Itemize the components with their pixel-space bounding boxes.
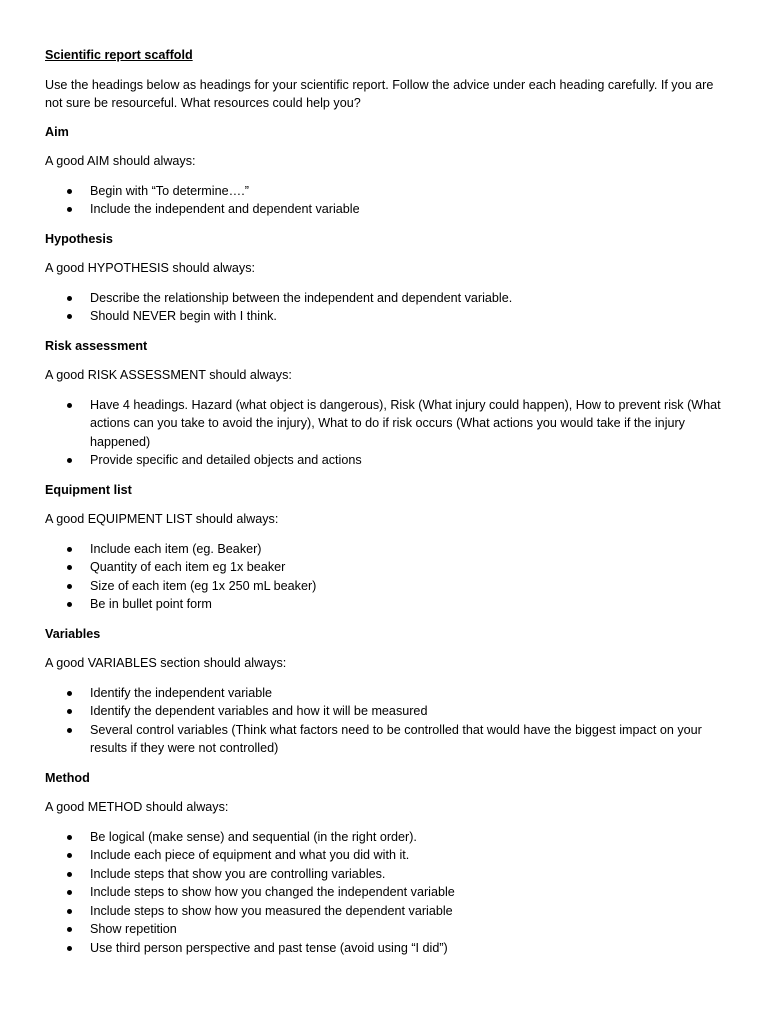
bullet-text: Quantity of each item eg 1x beaker — [90, 560, 286, 574]
section-risk-assessment — [45, 337, 725, 470]
bullet-text: Begin with “To determine….” — [90, 183, 249, 198]
document-body — [45, 46, 725, 968]
bullet-text: Include steps that show you are controlling variables. — [90, 866, 386, 881]
bullet-item — [45, 558, 725, 577]
bullet-dot-icon — [67, 909, 72, 914]
bullet-text: Should NEVER begin with I think. — [90, 309, 277, 323]
bullet-item — [45, 883, 725, 902]
bullet-dot-icon — [67, 207, 72, 212]
bullet-list — [45, 540, 725, 614]
bullet-dot-icon — [67, 602, 72, 607]
bullet-dot-icon — [67, 728, 72, 733]
bullet-list — [45, 684, 725, 758]
bullet-dot-icon — [67, 189, 72, 194]
bullet-text: Include steps to show how you changed the independent variable — [90, 885, 455, 899]
bullet-item — [45, 828, 725, 847]
bullet-dot-icon — [67, 691, 72, 696]
bullet-text: Identify the dependent variables and how it will be measured — [90, 704, 428, 718]
bullet-item — [45, 846, 725, 865]
section-heading: Hypothesis — [45, 231, 113, 246]
section-lead: A good RISK ASSESSMENT should always: — [45, 368, 292, 382]
bullet-text: Have 4 headings. Hazard (what object is dangerous), Risk (What injury could happen), How to prevent risk (What actions can you take to avoid the injury), What to do if risk occurs (What actions you would take if the injury happened) — [90, 397, 721, 449]
bullet-list — [45, 396, 725, 470]
bullet-list — [45, 828, 725, 958]
bullet-text: Provide specific and detailed objects and actions — [90, 453, 362, 467]
bullet-dot-icon — [67, 709, 72, 714]
bullet-item — [45, 684, 725, 703]
bullet-item — [45, 577, 725, 596]
bullet-dot-icon — [67, 927, 72, 932]
intro-paragraph: Use the headings below as headings for your scientific report. Follow the advice under each heading carefully. If you are not sure be resourceful. What resources could help you? — [45, 77, 714, 110]
bullet-item — [45, 540, 725, 559]
bullet-text: Include each item (eg. Beaker) — [90, 541, 262, 556]
sections-container — [45, 123, 725, 958]
bullet-item — [45, 307, 725, 326]
document-title: Scientific report scaffold — [45, 48, 193, 62]
bullet-item — [45, 396, 725, 452]
bullet-item — [45, 182, 725, 201]
bullet-item — [45, 920, 725, 939]
bullet-item — [45, 289, 725, 308]
bullet-item — [45, 451, 725, 470]
bullet-item — [45, 865, 725, 884]
bullet-dot-icon — [67, 314, 72, 319]
bullet-text: Be in bullet point form — [90, 597, 212, 611]
bullet-text: Several control variables (Think what factors need to be controlled that would have the biggest impact on your results if they were not controlled) — [90, 722, 702, 755]
bullet-item — [45, 200, 725, 219]
bullet-dot-icon — [67, 872, 72, 877]
section-variables — [45, 625, 725, 758]
section-method — [45, 769, 725, 958]
section-hypothesis — [45, 230, 725, 326]
bullet-text: Use third person perspective and past tense (avoid using “I did”) — [90, 940, 448, 955]
section-equipment-list — [45, 481, 725, 614]
bullet-dot-icon — [67, 547, 72, 552]
bullet-item — [45, 721, 725, 758]
bullet-text: Include each piece of equipment and what you did with it. — [90, 848, 410, 862]
bullet-text: Include steps to show how you measured the dependent variable — [90, 903, 453, 918]
section-heading: Method — [45, 770, 90, 785]
bullet-dot-icon — [67, 890, 72, 895]
section-lead: A good HYPOTHESIS should always: — [45, 261, 255, 275]
section-lead: A good METHOD should always: — [45, 800, 229, 814]
bullet-item — [45, 902, 725, 921]
section-heading: Equipment list — [45, 482, 132, 497]
bullet-text: Be logical (make sense) and sequential (in the right order). — [90, 829, 417, 844]
bullet-dot-icon — [67, 946, 72, 951]
section-lead: A good AIM should always: — [45, 154, 196, 168]
bullet-dot-icon — [67, 853, 72, 858]
bullet-text: Identify the independent variable — [90, 685, 273, 700]
section-heading: Variables — [45, 626, 101, 641]
section-heading: Aim — [45, 124, 69, 139]
bullet-text: Include the independent and dependent variable — [90, 202, 360, 216]
bullet-dot-icon — [67, 403, 72, 408]
bullet-list — [45, 289, 725, 326]
bullet-item — [45, 702, 725, 721]
bullet-dot-icon — [67, 584, 72, 589]
section-aim — [45, 123, 725, 219]
bullet-item — [45, 939, 725, 958]
bullet-text: Size of each item (eg 1x 250 mL beaker) — [90, 578, 317, 593]
bullet-item — [45, 595, 725, 614]
bullet-dot-icon — [67, 296, 72, 301]
bullet-dot-icon — [67, 835, 72, 840]
bullet-dot-icon — [67, 565, 72, 570]
bullet-text: Show repetition — [90, 922, 177, 936]
bullet-dot-icon — [67, 458, 72, 463]
bullet-list — [45, 182, 725, 219]
bullet-text: Describe the relationship between the independent and dependent variable. — [90, 290, 513, 305]
section-lead: A good EQUIPMENT LIST should always: — [45, 512, 279, 526]
section-lead: A good VARIABLES section should always: — [45, 656, 287, 670]
section-heading: Risk assessment — [45, 338, 148, 353]
